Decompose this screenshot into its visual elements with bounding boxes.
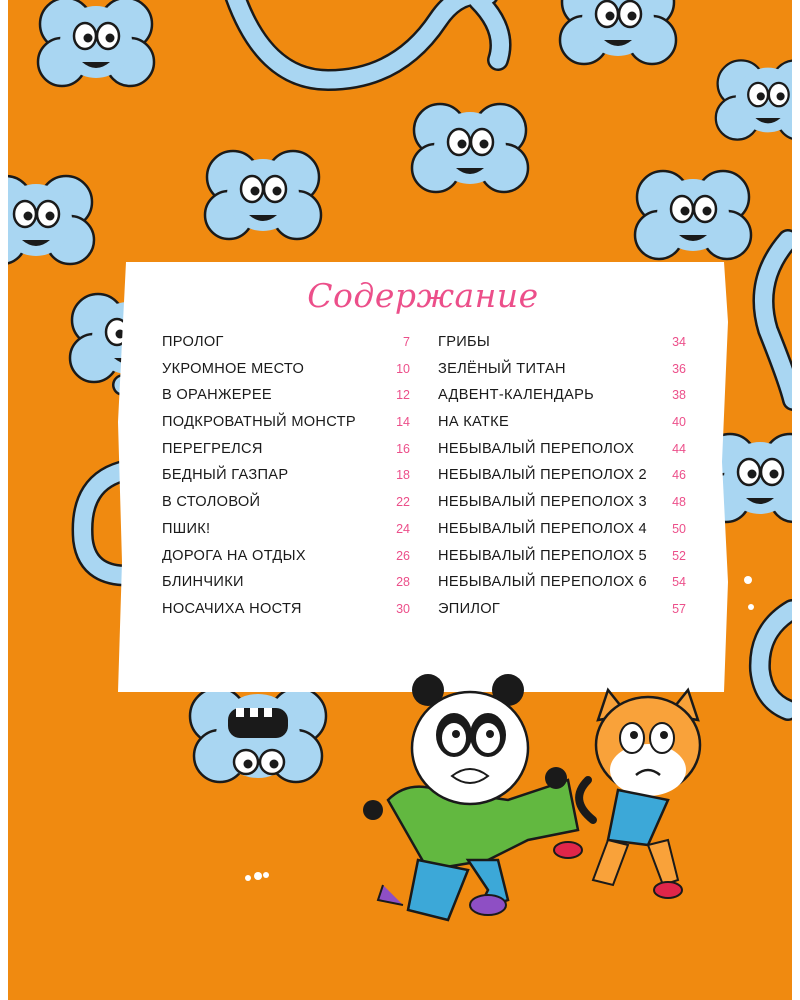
toc-entry-title: ПЕРЕГРЕЛСЯ bbox=[162, 440, 263, 457]
toc-entry-page: 30 bbox=[396, 601, 410, 616]
toc-entry-title: НА КАТКЕ bbox=[438, 414, 509, 431]
toc-entry-page: 50 bbox=[672, 521, 686, 536]
toc-entry-title: НЕБЫВАЛЫЙ ПЕРЕПОЛОХ 2 bbox=[438, 467, 647, 484]
panda-character-icon bbox=[363, 674, 578, 920]
toc-entry-page: 28 bbox=[396, 575, 410, 590]
toc-entry-page: 14 bbox=[396, 415, 410, 430]
toc-entry-page: 22 bbox=[396, 495, 410, 510]
toc-entry-title: ПРОЛОГ bbox=[162, 334, 224, 350]
toc-entry-title: ПШИК! bbox=[162, 520, 211, 537]
toc-entry-title: ЭПИЛОГ bbox=[438, 600, 501, 617]
toc-entry-title: НЕБЫВАЛЫЙ ПЕРЕПОЛОХ 5 bbox=[438, 547, 647, 564]
toc-entry-title: ПОДКРОВАТНЫЙ МОНСТР bbox=[162, 414, 356, 431]
toc-entry-title: В СТОЛОВОЙ bbox=[162, 494, 261, 511]
toc-entry-page: 40 bbox=[672, 415, 686, 430]
toc-entry-title: НОСАЧИХА НОСТЯ bbox=[162, 600, 302, 617]
toc-entry-title: ДОРОГА НА ОТДЫХ bbox=[162, 547, 306, 564]
toc-entry-page: 52 bbox=[672, 548, 686, 563]
toc-entry-page: 36 bbox=[672, 361, 686, 376]
toc-entry-title: БЕДНЫЙ ГАЗПАР bbox=[162, 467, 289, 484]
toc-entry-page: 24 bbox=[396, 521, 410, 536]
tiger-character-icon bbox=[554, 690, 700, 898]
toc-entry-page: 12 bbox=[396, 388, 410, 403]
toc-entry-page: 44 bbox=[672, 441, 686, 456]
toc-entry-title: НЕБЫВАЛЫЙ ПЕРЕПОЛОХ 3 bbox=[438, 494, 647, 511]
toc-entry-page: 57 bbox=[672, 601, 686, 616]
toc-entry-page: 26 bbox=[396, 548, 410, 563]
page-title: Содержание bbox=[307, 276, 539, 315]
toc-entry-page: 54 bbox=[672, 575, 686, 590]
toc-entry-page: 16 bbox=[396, 441, 410, 456]
book-page bbox=[8, 0, 792, 1000]
toc-entry-title: УКРОМНОЕ МЕСТО bbox=[162, 360, 305, 377]
toc-entry-title: АДВЕНТ-КАЛЕНДАРЬ bbox=[438, 387, 595, 404]
characters-illustration bbox=[8, 0, 792, 1000]
toc-entry-title: В ОРАНЖЕРЕЕ bbox=[162, 387, 272, 404]
toc-entry-title: БЛИНЧИКИ bbox=[162, 574, 244, 591]
toc-entry-title: НЕБЫВАЛЫЙ ПЕРЕПОЛОХ 4 bbox=[438, 520, 647, 537]
toc-entry-title: НЕБЫВАЛЫЙ ПЕРЕПОЛОХ bbox=[438, 440, 635, 457]
toc-entry-page: 34 bbox=[672, 335, 686, 349]
toc-entry-title: НЕБЫВАЛЫЙ ПЕРЕПОЛОХ 6 bbox=[438, 574, 647, 591]
toc-entry-page: 48 bbox=[672, 495, 686, 510]
toc-entry-title: ЗЕЛЁНЫЙ ТИТАН bbox=[438, 360, 566, 377]
toc-entry-page: 38 bbox=[672, 388, 686, 403]
toc-entry-page: 7 bbox=[403, 335, 410, 349]
toc-entry-page: 18 bbox=[396, 468, 410, 483]
toc-entry-page: 10 bbox=[396, 361, 410, 376]
toc-entry-page: 46 bbox=[672, 468, 686, 483]
toc-entry-title: ГРИБЫ bbox=[438, 334, 491, 350]
